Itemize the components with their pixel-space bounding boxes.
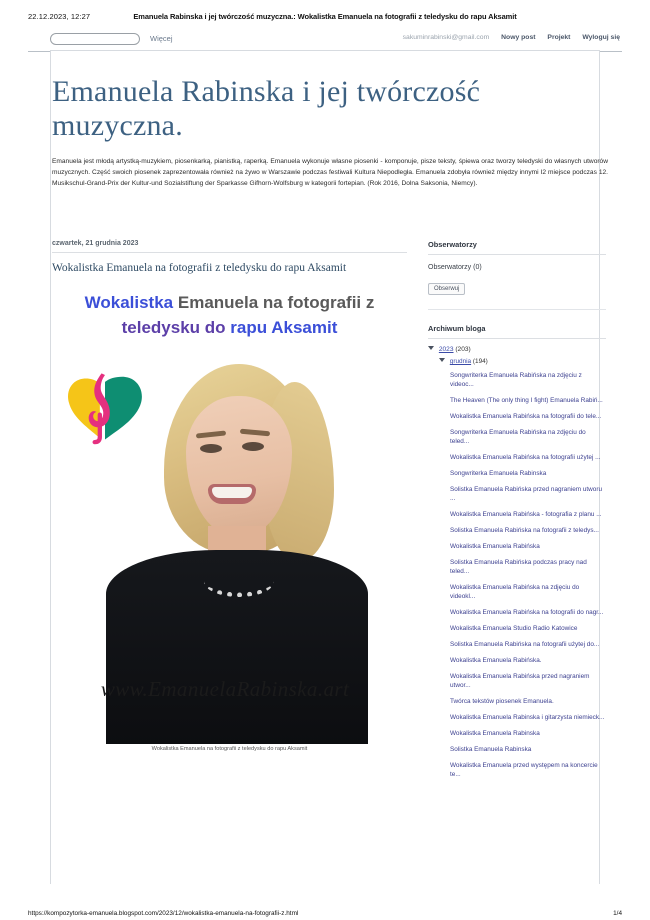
navbar-more-link[interactable]: Więcej: [150, 34, 173, 43]
archive-post-link[interactable]: Wokalistka Emanuela Rabińska na fotografii użytej ...: [450, 454, 601, 461]
navbar-user-email: sakuminrabinski@gmail.com: [402, 34, 490, 41]
archive-post-link[interactable]: Songwriterka Emanuela Rabińska na zdjęciu z videoc...: [450, 372, 582, 388]
print-date: 22.12.2023, 12:27: [28, 12, 91, 21]
archive-post-link[interactable]: Solistka Emanuela Rabińska podczas pracy nad teled...: [450, 559, 587, 575]
chevron-down-icon-month[interactable]: [439, 358, 445, 362]
print-document-title: Emanuela Rabinska i jej twórczość muzyczna.: Wokalistka Emanuela na fotografii z teledysku do rapu Aksamit: [133, 12, 517, 21]
archive-year-row[interactable]: [428, 346, 606, 353]
archive-year-link[interactable]: 2023: [438, 346, 454, 353]
followers-count: Obserwatorzy (0): [428, 264, 482, 271]
teeth-shape: [212, 487, 252, 498]
archive-post-link[interactable]: Songwriterka Emanuela Rabinska: [450, 470, 547, 477]
archive-post-link[interactable]: Wokalistka Emanuela Studio Radio Katowice: [450, 625, 578, 632]
post-body-heading: [52, 290, 407, 340]
archive-post-link[interactable]: Wokalistka Emanuela Rabińska - fotografia z planu ...: [450, 511, 602, 518]
archive-post-link[interactable]: Wokalistka Emanuela Rabinska: [450, 730, 540, 737]
footer-url: https://kompozytorka-emanuela.blogspot.com/2023/12/wokalistka-emanuela-na-fotografii-z.html: [28, 910, 299, 917]
chevron-down-icon-year[interactable]: [428, 346, 434, 350]
archive-month-count: (194): [472, 358, 488, 365]
archive-post-list: [450, 371, 606, 779]
image-watermark: www.EmanuelaRabinska.art: [100, 677, 350, 701]
navbar-account-area: [393, 34, 620, 41]
archive-post-link[interactable]: Solistka Emanuela Rabińska na fotografii użytej do...: [450, 641, 600, 648]
archive-post-link[interactable]: Solistka Emanuela Rabińska na fotografii z teledys...: [450, 527, 599, 534]
navbar-new-post-link[interactable]: Nowy post: [501, 34, 536, 41]
heading-word-emanuela-na: Emanuela na: [177, 293, 283, 312]
heading-word-fotografii-z: fotografii z: [287, 293, 375, 312]
archive-post-link[interactable]: Wokalistka Emanuela Rabińska.: [450, 657, 542, 664]
archive-post-link[interactable]: Wokalistka Emanuela Rabińska na fotografii do nagr...: [450, 609, 604, 616]
navbar-projects-link[interactable]: Projekt: [547, 34, 571, 41]
blog-title: Emanuela Rabinska i jej twórczość muzyczna.: [52, 75, 481, 142]
archive-post-link[interactable]: Solistka Emanuela Rabińska przed nagraniem utworu ...: [450, 486, 603, 502]
archive-post-link[interactable]: Wokalistka Emanuela Rabińska na zdjęciu do videokl...: [450, 584, 580, 600]
heading-word-wokalistka: Wokalistka: [84, 293, 174, 312]
archive-post-link[interactable]: Wokalistka Emanuela Rabińska: [450, 543, 540, 550]
heading-word-teledysku-do: teledysku do: [121, 318, 226, 337]
archive-post-link[interactable]: Songwriterka Emanuela Rabińska na zdjęciu do teled...: [450, 429, 586, 445]
archive-post-link[interactable]: Wokalistka Emanuela Rabińska przed nagraniem utwor...: [450, 673, 590, 689]
archive-section-title: Archiwum bloga: [428, 324, 606, 339]
photo-subject: [112, 354, 362, 714]
print-header: [0, 12, 650, 26]
follow-button[interactable]: Obserwuj: [428, 283, 465, 295]
archive-post-link[interactable]: Twórca tekstów piosenek Emanuela.: [450, 698, 554, 705]
blogger-navbar: [28, 32, 622, 51]
heading-word-aksamit: Aksamit: [271, 318, 338, 337]
eye-right: [242, 442, 264, 451]
sidebar-divider: [428, 309, 606, 310]
archive-post-link[interactable]: Wokalistka Emanuela przed występem na koncercie te...: [450, 762, 598, 778]
eye-left: [200, 444, 222, 453]
navbar-signout-link[interactable]: Wyloguj się: [582, 34, 620, 41]
archive-post-link[interactable]: Solistka Emanuela Rabinska: [450, 746, 532, 753]
necklace-shape: [204, 566, 274, 597]
archive-post-link[interactable]: The Heaven (The only thing I fight) Emanuela Rabiń...: [450, 397, 603, 404]
sidebar: [428, 240, 606, 795]
main-content-column: [52, 240, 407, 752]
post-date: czwartek, 21 grudnia 2023: [52, 240, 407, 253]
archive-month-row[interactable]: [439, 358, 606, 365]
post-title[interactable]: Wokalistka Emanuela na fotografii z teledysku do rapu Aksamit: [52, 262, 347, 274]
archive-post-link[interactable]: Wokalistka Emanuela Rabinska i gitarzysta niemieck...: [450, 714, 605, 721]
image-caption: Wokalistka Emanuela na fotografii z teledysku do rapu Aksamit: [151, 746, 308, 752]
archive-post-link[interactable]: Wokalistka Emanuela Rabińska na fotografii do tele...: [450, 413, 602, 420]
blog-header: [52, 75, 612, 189]
post-image[interactable]: [52, 354, 397, 744]
footer-page-number: 1/4: [613, 910, 622, 917]
archive-year-count: (203): [455, 346, 471, 353]
navbar-search-input[interactable]: [50, 33, 140, 45]
archive-month-link[interactable]: grudnia: [449, 358, 472, 365]
heading-word-rapu: rapu: [230, 318, 268, 337]
blog-description: Emanuela jest młodą artystką-muzykiem, piosenkarką, pianistką, raperką. Emanuela wykonuje własne piosenki - komponuje, pisze teksty, śpiewa oraz tworzy teledyski do własnych utworów muzycznych. Część swoich piosenek zaprezentowała również na żywo w Warszawie podczas festiwali Kultura Niepodległa. Emanuela zdobyła również między innymi I2 miejsce podczas 12. Musikschul-Grand-Prix der Kultur-und Sozialstiftung der Sparkasse Gifhorn-Wolfsburg w kategorii fortepian. (Rok 2016, Dolna Saksonia, Niemcy).: [52, 158, 608, 187]
followers-section-title: Obserwatorzy: [428, 240, 606, 255]
